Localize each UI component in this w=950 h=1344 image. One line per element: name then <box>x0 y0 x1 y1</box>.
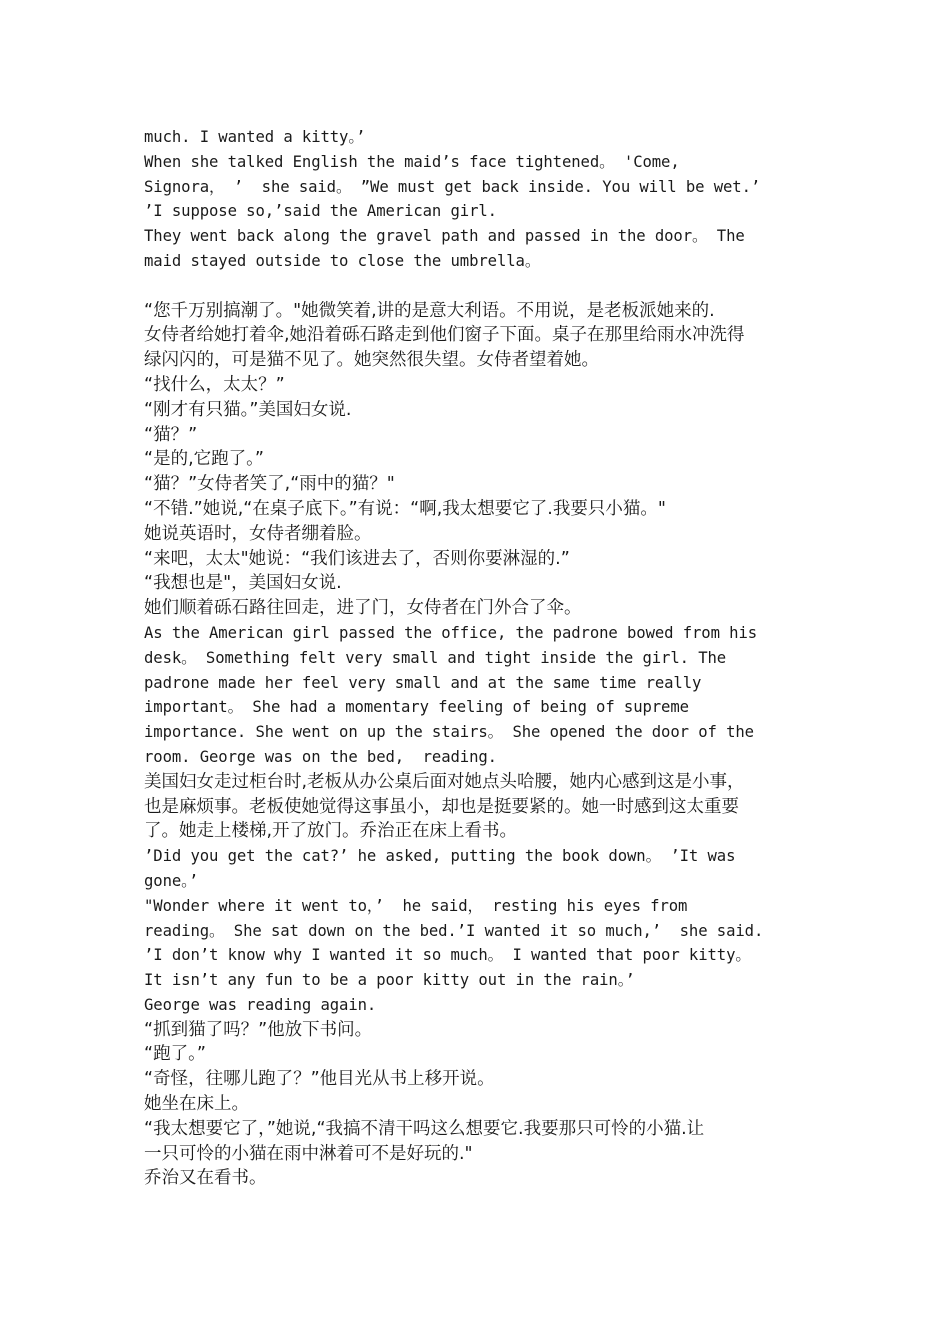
text-body <box>144 125 814 1191</box>
text-line: When she talked English the maid’s face tightened。 'Come, <box>144 152 680 171</box>
text-line: reading。 She sat down on the bed.’I wanted it so much,’ she said. <box>144 921 764 940</box>
text-line: important。 She had a momentary feeling of being of supreme <box>144 698 689 717</box>
text-line: 她坐在床上。 <box>144 1094 249 1115</box>
text-line: "Wonder where it went to，’ he said， resting his eyes from <box>144 896 688 915</box>
text-line: 美国妇女走过柜台时,老板从办公桌后面对她点头哈腰，她内心感到这是小事， <box>144 771 745 792</box>
text-line: 她们顺着砾石路往回走，进了门，女侍者在门外合了伞。 <box>144 598 582 619</box>
text-line: 乔治又在看书。 <box>144 1168 267 1189</box>
text-line: gone。’ <box>144 871 199 890</box>
text-line: 了。她走上楼梯,开了放门。乔治正在床上看书。 <box>144 821 518 842</box>
text-line: Signora， ’ she said。 ”We must get back inside. You will be wet.’ <box>144 177 761 196</box>
text-line: padrone made her feel very small and at the same time really <box>144 673 702 692</box>
text-line: “猫？”女侍者笑了,“雨中的猫？" <box>144 474 395 495</box>
text-line: “跑了。” <box>144 1044 206 1065</box>
text-line: importance. She went on up the stairs。 She opened the door of the <box>144 723 754 742</box>
text-line: room. George was on the bed, reading. <box>144 747 497 766</box>
text-line: 她说英语时，女侍者绷着脸。 <box>144 523 372 544</box>
text-line: ’Did you get the cat?’ he asked, putting the book down。 ’It was <box>144 847 736 866</box>
text-line: “是的,它跑了。” <box>144 449 264 470</box>
text-line: 也是麻烦事。老板使她觉得这事虽小，却也是挺要紧的。她一时感到这太重要 <box>144 796 739 817</box>
text-line: 女侍者给她打着伞,她沿着砾石路走到他们窗子下面。桌子在那里给雨水冲洗得 <box>144 325 745 346</box>
text-line: They went back along the gravel path and passed in the door。 The <box>144 227 745 246</box>
text-line: maid stayed outside to close the umbrella。 <box>144 251 541 270</box>
text-line: 一只可怜的小猫在雨中淋着可不是好玩的." <box>144 1143 473 1164</box>
text-line: much. I wanted a kitty。’ <box>144 128 366 146</box>
text-line: “来吧，太太"她说：“我们该进去了，否则你要淋湿的.” <box>144 548 570 569</box>
text-line: “找什么，太太？” <box>144 374 285 395</box>
text-line: “我想也是"，美国妇女说. <box>144 573 342 594</box>
text-line: “抓到猫了吗？”他放下书问。 <box>144 1019 373 1040</box>
text-line: “不错.”她说,“在桌子底下。”有说：“啊,我太想要它了.我要只小猫。" <box>144 498 666 519</box>
text-line: “您千万别搞潮了。"她微笑着,讲的是意大利语。不用说，是老板派她来的. <box>144 300 715 321</box>
text-line: “猫？” <box>144 424 198 445</box>
text-line: ’I suppose so,’said the American girl. <box>144 202 497 221</box>
text-line: George was reading again. <box>144 995 377 1014</box>
text-line: It isn’t any fun to be a poor kitty out in the rain。’ <box>144 971 635 990</box>
blank-line <box>144 274 814 299</box>
text-line: As the American girl passed the office, the padrone bowed from his <box>144 623 758 642</box>
text-line: “奇怪，往哪儿跑了？”他目光从书上移开说。 <box>144 1069 495 1090</box>
text-line: “刚才有只猫。”美国妇女说. <box>144 399 352 420</box>
text-line: “我太想要它了，”她说,“我搞不清干吗这么想要它.我要那只可怜的小猫.让 <box>144 1118 705 1139</box>
text-line: 绿闪闪的，可是猫不见了。她突然很失望。女侍者望着她。 <box>144 350 599 371</box>
text-line: ’I don’t know why I wanted it so much。 I wanted that poor kitty。 <box>144 946 751 965</box>
text-line: desk。 Something felt very small and tight inside the girl. The <box>144 648 727 667</box>
